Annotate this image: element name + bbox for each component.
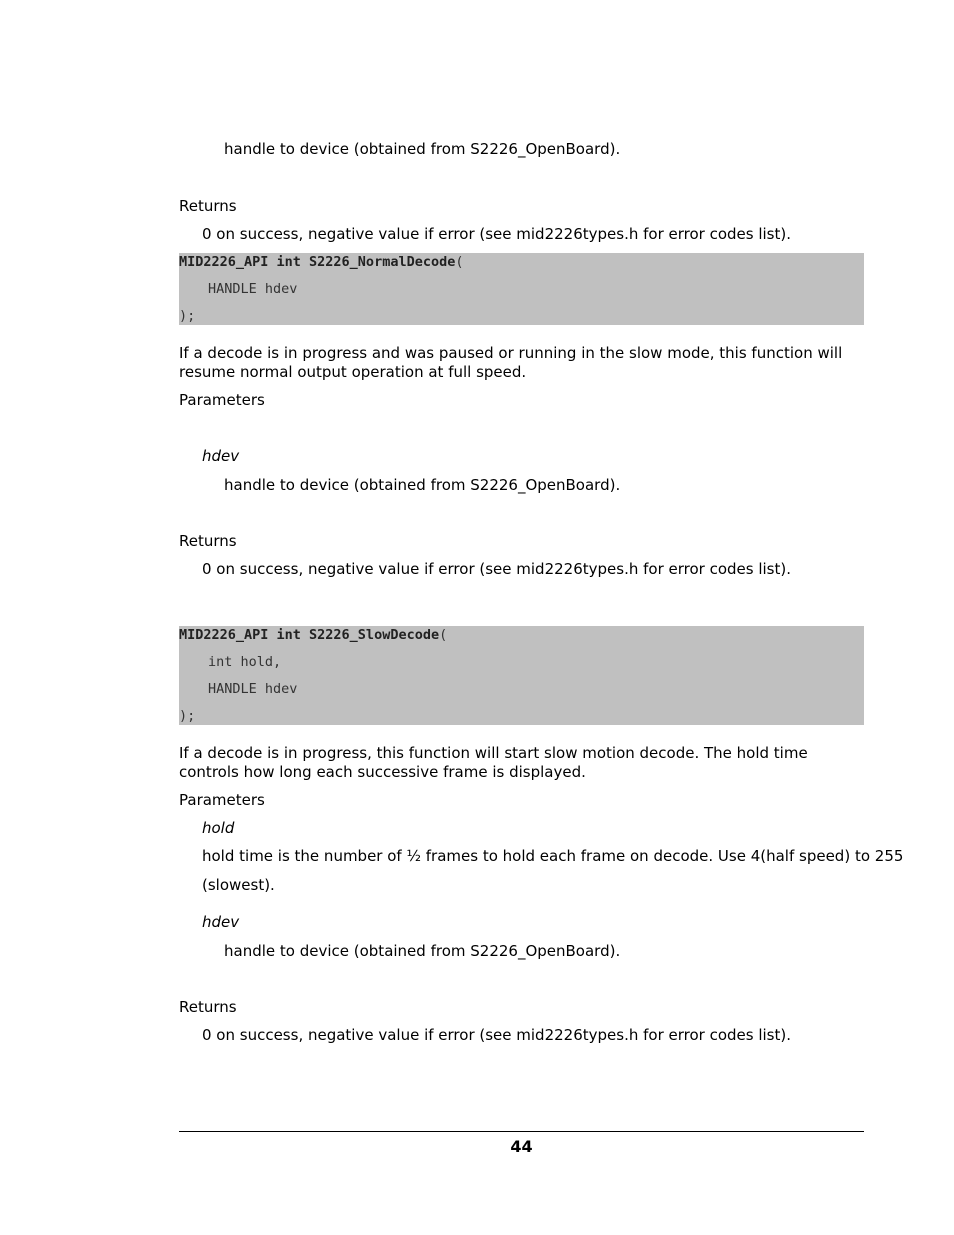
param-description: handle to device (obtained from S2226_OpenBoard). xyxy=(224,476,621,494)
code-close: ); xyxy=(179,308,196,324)
function-description: If a decode is in progress and was paused or running in the slow mode, this function will resume normal output operation at full speed. xyxy=(179,344,843,381)
param-name: hold xyxy=(202,819,235,837)
function-description: If a decode is in progress, this function will start slow motion decode. The hold time controls how long each successive frame is displayed. xyxy=(179,744,808,781)
param-description-cont: (slowest). xyxy=(202,876,275,894)
function-name: MID2226_API int S2226_NormalDecode xyxy=(179,254,456,270)
open-paren: ( xyxy=(455,254,464,270)
open-paren: ( xyxy=(439,627,448,643)
code-param: int hold, xyxy=(208,654,282,670)
code-param: HANDLE hdev xyxy=(208,681,298,697)
returns-heading: Returns xyxy=(179,998,237,1016)
returns-heading: Returns xyxy=(179,532,237,550)
returns-text: 0 on success, negative value if error (see mid2226types.h for error codes list). xyxy=(202,560,791,578)
code-param: HANDLE hdev xyxy=(208,281,298,297)
footer-rule xyxy=(179,1131,864,1132)
function-name: MID2226_API int S2226_SlowDecode xyxy=(179,627,440,643)
returns-text: 0 on success, negative value if error (see mid2226types.h for error codes list). xyxy=(202,1026,791,1044)
parameters-heading: Parameters xyxy=(179,791,265,809)
code-block-normal-decode xyxy=(179,253,864,325)
param-description: hold time is the number of ½ frames to hold each frame on decode. Use 4(half speed) to 255 xyxy=(202,847,904,865)
parameters-heading: Parameters xyxy=(179,391,265,409)
code-close: ); xyxy=(179,708,196,724)
page-number: 44 xyxy=(510,1137,533,1156)
function-signature xyxy=(179,253,463,271)
function-signature xyxy=(179,626,447,644)
param-name: hdev xyxy=(202,447,240,465)
code-block-slow-decode xyxy=(179,626,864,725)
returns-text: 0 on success, negative value if error (see mid2226types.h for error codes list). xyxy=(202,225,791,243)
param-description: handle to device (obtained from S2226_OpenBoard). xyxy=(224,942,621,960)
param-description: handle to device (obtained from S2226_OpenBoard). xyxy=(224,140,621,158)
param-name: hdev xyxy=(202,913,240,931)
returns-heading: Returns xyxy=(179,197,237,215)
